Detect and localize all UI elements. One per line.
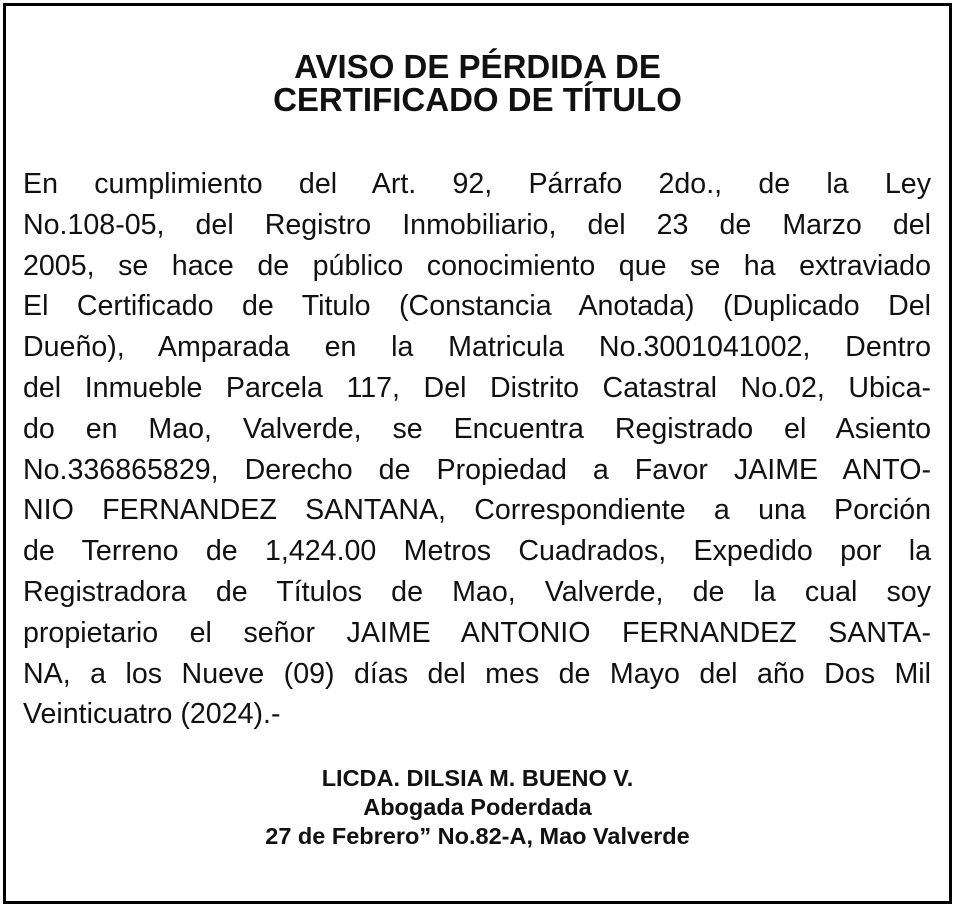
legal-notice xyxy=(3,3,952,904)
body-line: No.336865829, Derecho de Propiedad a Favor JAIME ANTO- xyxy=(23,453,931,486)
body-line: NIO FERNANDEZ SANTANA, Correspondiente a una Porción xyxy=(23,494,931,527)
body-line: Veinticuatro (2024).- xyxy=(23,698,281,731)
body-line: El Certificado de Titulo (Constancia Anotada) (Duplicado Del xyxy=(23,290,931,323)
notice-title-line-2: CERTIFICADO DE TÍTULO xyxy=(273,81,682,118)
body-line: No.108-05, del Registro Inmobiliario, del 23 de Marzo del xyxy=(23,208,931,241)
signer-name: LICDA. DILSIA M. BUENO V. xyxy=(321,765,634,791)
signer-address: 27 de Febrero” No.82-A, Mao Valverde xyxy=(265,823,690,849)
body-line: 2005, se hace de público conocimiento que se ha extraviado xyxy=(23,249,931,282)
notice-title xyxy=(6,50,949,116)
signer-role: Abogada Poderdada xyxy=(363,794,592,820)
body-line: del Inmueble Parcela 117, Del Distrito Catastral No.02, Ubica- xyxy=(23,371,931,404)
notice-title-line-1: AVISO DE PÉRDIDA DE xyxy=(294,48,661,85)
body-line: Registradora de Títulos de Mao, Valverde, de la cual soy xyxy=(23,575,931,608)
body-line: do en Mao, Valverde, se Encuentra Registrado el Asiento xyxy=(23,412,931,445)
body-line: propietario el señor JAIME ANTONIO FERNANDEZ SANTA- xyxy=(23,616,931,649)
body-line: NA, a los Nueve (09) días del mes de Mayo del año Dos Mil xyxy=(23,657,931,690)
body-line: Dueño), Amparada en la Matricula No.3001041002, Dentro xyxy=(23,331,931,364)
notice-body xyxy=(23,164,931,735)
body-line: de Terreno de 1,424.00 Metros Cuadrados, Expedido por la xyxy=(23,535,931,568)
body-line: En cumplimiento del Art. 92, Párrafo 2do., de la Ley xyxy=(23,168,931,200)
signature-block xyxy=(6,764,949,851)
